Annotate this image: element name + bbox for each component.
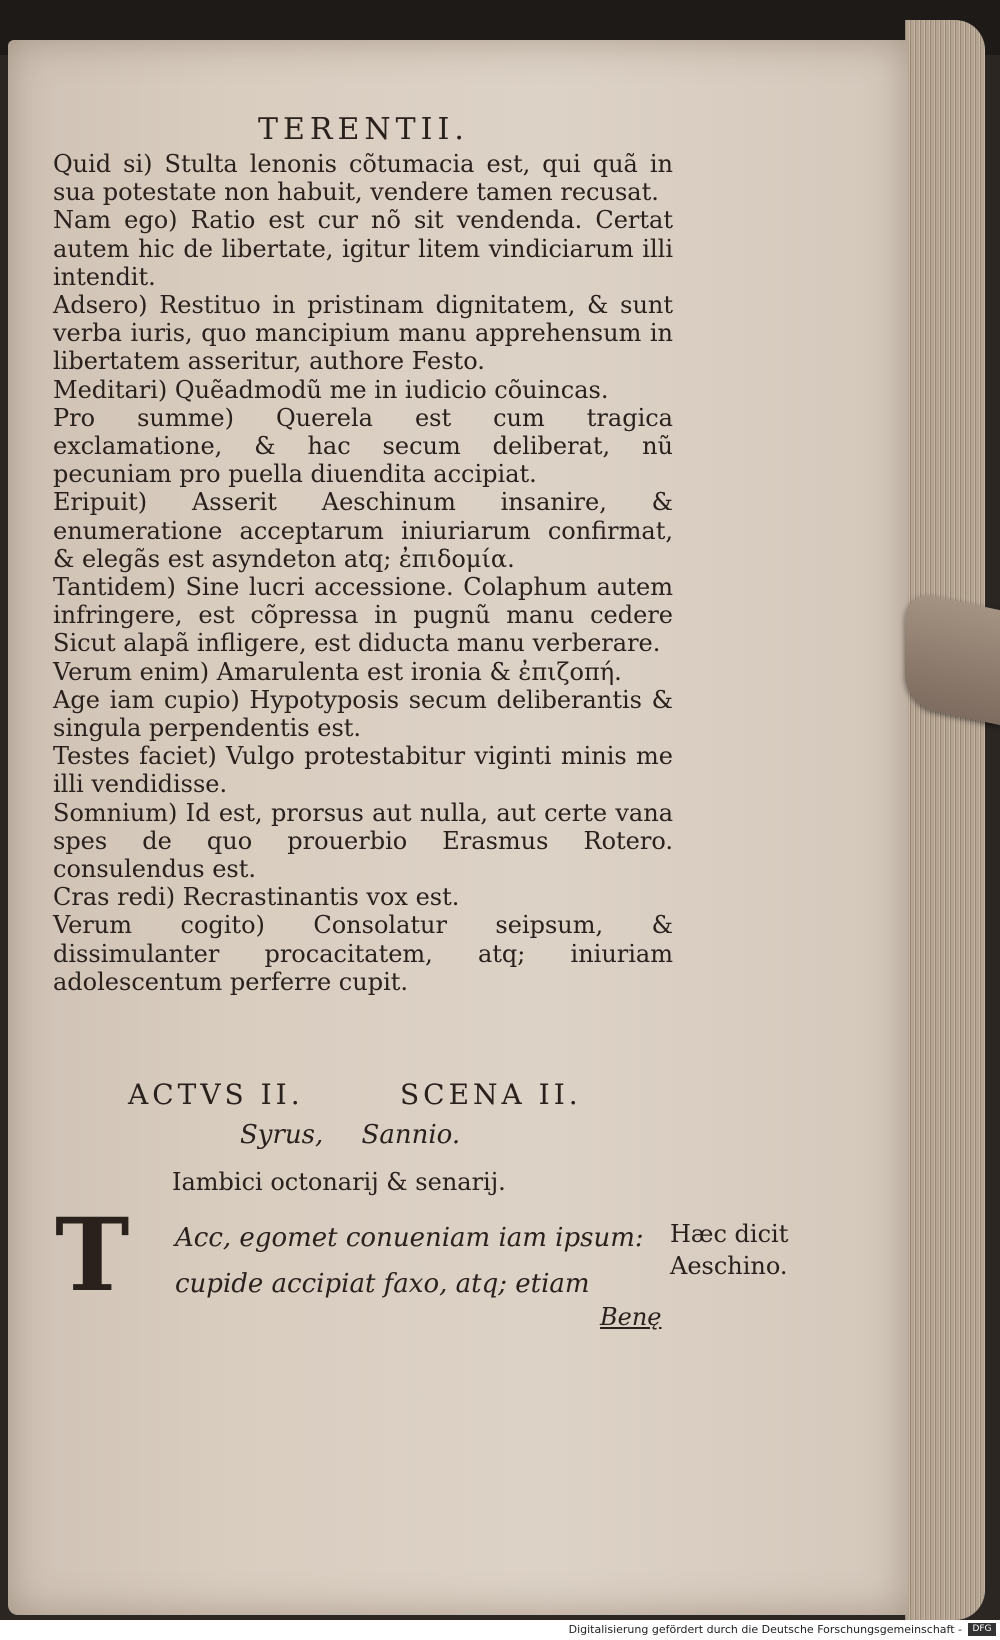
commentary-entry: Verum cogito) Consolatur seipsum, & dissimulanter procacitatem, atq; iniuriam adolescentum perferre cupit. [53, 911, 673, 996]
commentary [53, 150, 673, 996]
dfg-logo: DFG [968, 1623, 996, 1636]
marginal-note: Hæc dicit Aeschino. [670, 1220, 789, 1280]
commentary-entry: Cras redi) Recrastinantis vox est. [53, 883, 460, 912]
commentary-entry: Somnium) Id est, prorsus aut nulla, aut certe vana spes de quo prouerbio Erasmus Rotero. consulendus est. [53, 798, 673, 884]
act-heading: ACTVS II. [128, 1078, 304, 1111]
verse-text: Acc, egomet conueniam iam ipsum: cupide accipiat faxo, atq; etiam [175, 1223, 644, 1299]
page-edges [905, 20, 985, 1620]
commentary-entry: Testes faciet) Vulgo protestabitur viginti minis me illi vendidisse. [53, 742, 673, 799]
drop-cap: T [55, 1196, 130, 1314]
catchword: Benę [600, 1303, 662, 1331]
speaker-names: Syrus, Sannio. [240, 1120, 461, 1150]
footer-credit: Digitalisierung gefördert durch die Deutsche Forschungsgemeinschaft - [568, 1623, 962, 1636]
commentary-entry: Verum enim) Amarulenta est ironia & ἐπιζοπή. [53, 657, 622, 686]
running-head: TERENTII. [258, 112, 469, 147]
commentary-entry: Quid si) Stulta lenonis cõtumacia est, qui quã in sua potestate non habuit, vendere tamen recusat. [53, 150, 673, 207]
commentary-entry: Adsero) Restituo in pristinam dignitatem, & sunt verba iuris, quo mancipium manu apprehensum in libertatem asseritur, authore Festo. [53, 291, 673, 376]
commentary-entry: Pro summe) Querela est cum tragica exclamatione, & hac secum deliberat, nũ pecuniam pro puella diuendita accipiat. [53, 403, 673, 489]
meter-note: Iambici octonarij & senarij. [172, 1168, 506, 1196]
commentary-entry: Meditari) Quẽadmodũ me in iudicio cõuincas. [53, 375, 609, 404]
commentary-entry: Nam ego) Ratio est cur nõ sit vendenda. Certat autem hic de libertate, igitur litem vindiciarum illi intendit. [53, 206, 673, 291]
scene-heading: SCENA II. [400, 1078, 582, 1111]
digitization-footer [0, 1620, 1000, 1640]
commentary-entry: Age iam cupio) Hypotyposis secum deliberantis & singula perpendentis est. [53, 685, 673, 743]
commentary-entry: Tantidem) Sine lucri accessione. Colaphum autem infringere, est cõpressa in pugnũ manu cedere Sicut alapã infligere, est diducta manu verberare. [53, 573, 673, 658]
commentary-entry: Eripuit) Asserit Aeschinum insanire, & enumeratione acceptarum iniuriarum confirmat, & elegãs est asyndeton atq; ἐπιδομία. [53, 488, 673, 573]
